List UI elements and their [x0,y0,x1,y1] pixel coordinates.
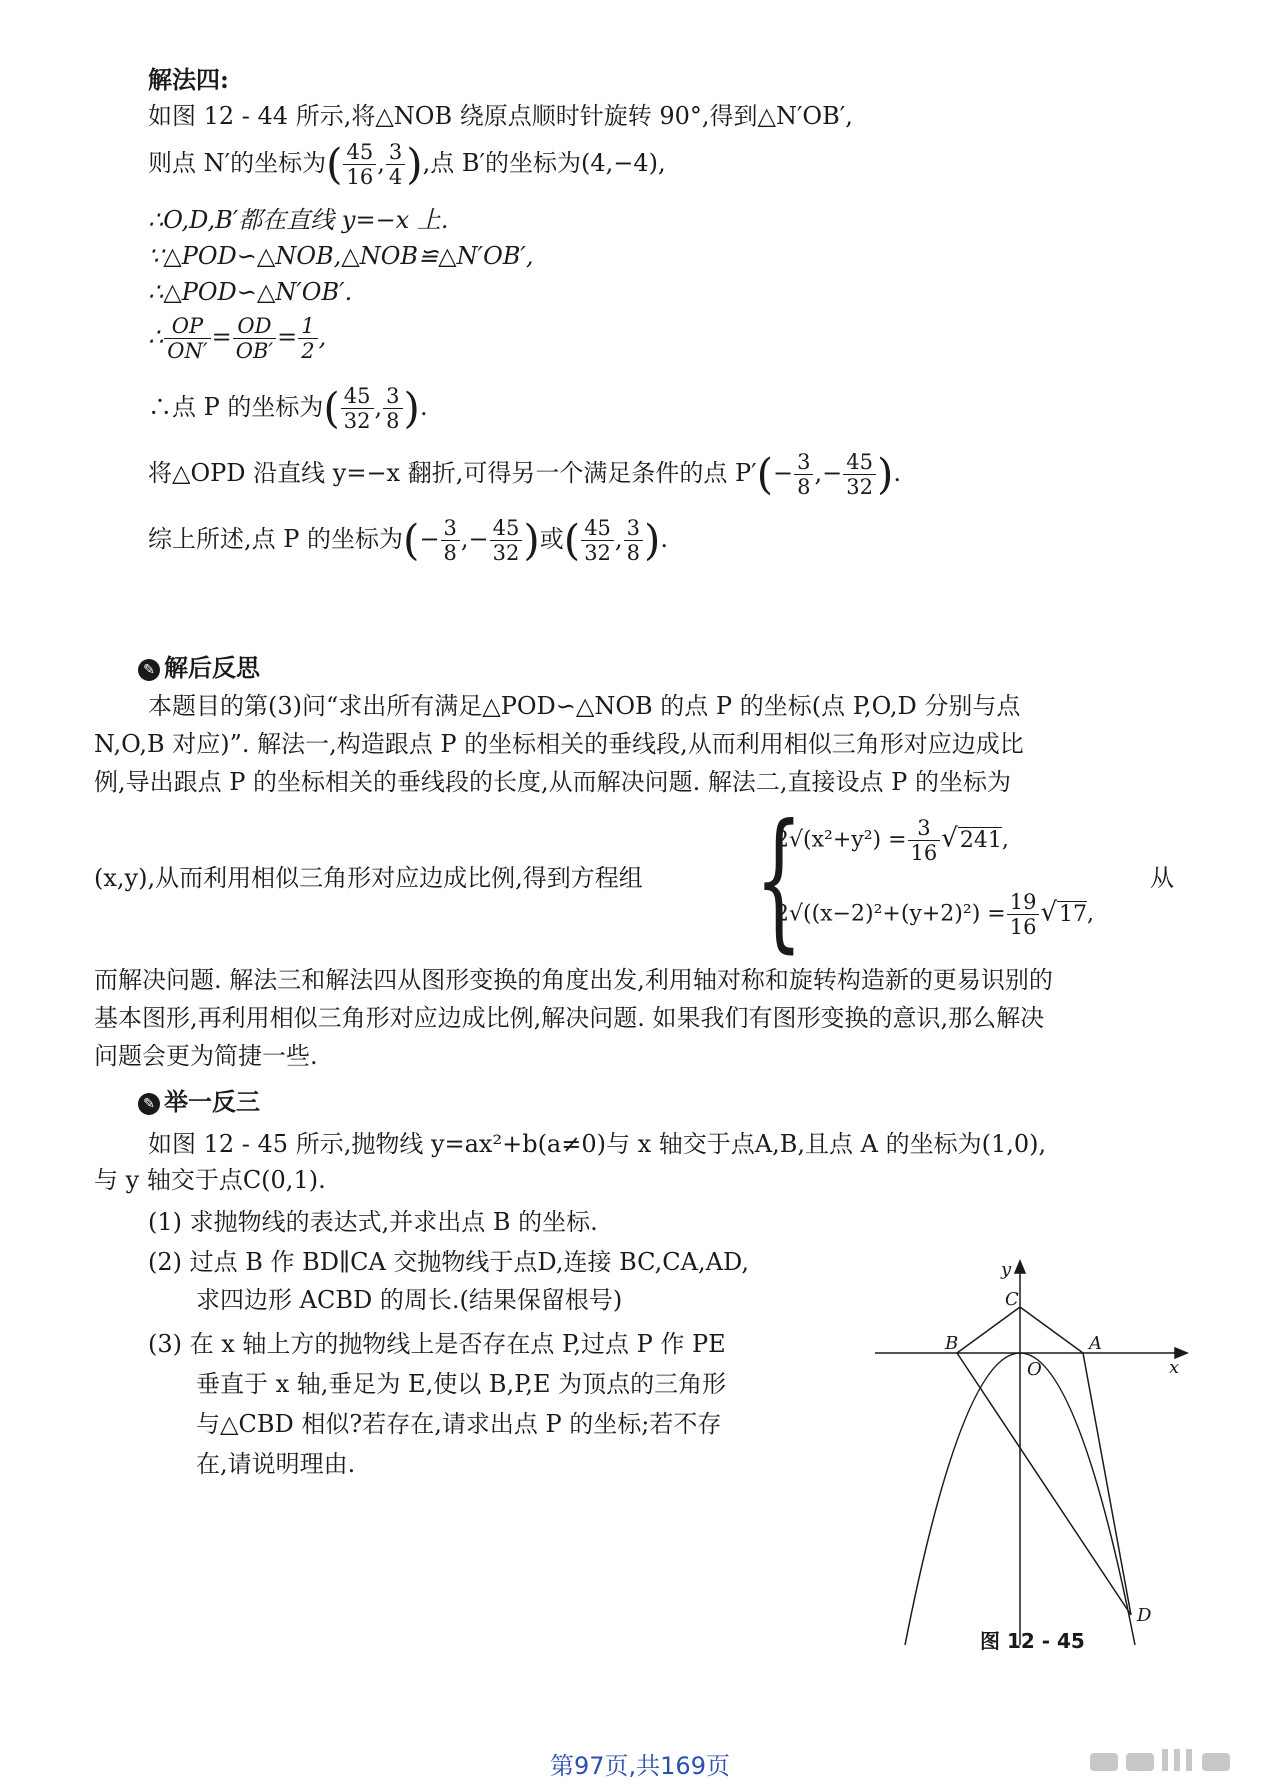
label-A: A [1089,1333,1102,1354]
label-y: y [1001,1259,1012,1280]
reflection-line-4: (x,y),从而利用相似三角形对应边成比例,得到方程组 [94,864,643,892]
label-B: B [945,1333,959,1354]
method4-line-2: 则点 N′的坐标为( $\frac{45}{16}$ , $\frac{3}{4}$ ),点 B′的坐标为(4,−4), [148,139,666,189]
subquestion-3a: (3) 在 x 轴上方的抛物线上是否存在点 P,过点 P 作 PE [148,1330,726,1358]
label-x: x [1169,1357,1180,1378]
y-axis-arrow [1015,1261,1025,1273]
pen-icon: ✎ [138,1093,160,1115]
figure-12-45 [865,1245,1195,1645]
subquestion-2a: (2) 过点 B 作 BD∥CA 交抛物线于点D,连接 BC,CA,AD, [148,1248,749,1276]
equation-system [755,793,1175,967]
page-indicator: 第97页,共169页 [550,1752,730,1780]
method4-line-5: ∴△POD∽△N′OB′. [148,278,353,306]
method4-line-7: ∴点 P 的坐标为( $\frac{45}{32}$ , $\frac{3}{8}$ ). [148,383,428,433]
toolbar-icons [1090,1743,1250,1775]
method4-line-9: 综上所述,点 P 的坐标为(− $\frac{3}{8}$ ,− $\frac{45}{32}$ )或( $\frac{45}{32}$ , $\frac{3}{8}$ ). [148,515,668,565]
reflection-line-1: 本题目的第(3)问“求出所有满足△POD∽△NOB 的点 P 的坐标(点 P,O,D 分别与点 [148,692,1021,720]
label-D: D [1137,1605,1152,1626]
label-O: O [1027,1359,1042,1380]
subquestion-3b: 垂直于 x 轴,垂足为 E,使以 B,P,E 为顶点的三角形 [196,1370,727,1398]
method4-line-6: ∴ $\frac{OP}{ON'}$ = $\frac{OD}{OB'}$ = $\frac{1}{2}$ , [148,314,327,363]
reflection-line-3: 例,导出跟点 P 的坐标相关的垂线段的长度,从而解决问题. 解法二,直接设点 P 的坐标为 [94,768,1011,796]
segment-AD [1083,1353,1131,1615]
window-icon [1126,1753,1154,1771]
method4-line-1: 如图 12 - 44 所示,将△NOB 绕原点顺时针旋转 90°,得到△N′OB′, [148,102,853,130]
reflection-line-7: 问题会更为简捷一些. [94,1042,318,1070]
label-C: C [1005,1289,1019,1310]
reflection-line-4-end: 从 [1150,864,1174,892]
method4-line-4: ∵△POD∽△NOB,△NOB≌△N′OB′, [148,242,534,270]
equation-2: 2√((x−2)²+(y+2)²) = $\frac{19}{16}$ √17, [775,890,1095,939]
subquestion-2b: 求四边形 ACBD 的周长.(结果保留根号) [196,1286,623,1314]
reflection-line-5: 而解决问题. 解法三和解法四从图形变换的角度出发,利用轴对称和旋转构造新的更易识别的 [94,966,1053,994]
practice-line-1: 如图 12 - 45 所示,抛物线 y=ax²+b(a≠0)与 x 轴交于点A,B,且点 A 的坐标为(1,0), [148,1130,1047,1158]
figure-caption: 图 12 - 45 [980,1629,1085,1653]
subquestion-1: (1) 求抛物线的表达式,并求出点 B 的坐标. [148,1208,598,1236]
method4-line-8: 将△OPD 沿直线 y=−x 翻折,可得另一个满足条件的点 P′(− $\frac{3}{8}$ ,− $\frac{45}{32}$ ). [148,449,901,499]
reflection-line-6: 基本图形,再利用相似三角形对应边成比例,解决问题. 如果我们有图形变换的意识,那么解决 [94,1004,1045,1032]
reflection-heading: ✎ 解后反思 [138,652,260,684]
segment-BC [957,1307,1020,1353]
window-icon [1202,1753,1230,1771]
reflection-line-2: N,O,B 对应)”. 解法一,构造跟点 P 的坐标相关的垂线段,从而利用相似三角形对应边成比 [94,730,1024,758]
segment-BD [957,1353,1131,1615]
practice-line-2: 与 y 轴交于点C(0,1). [94,1166,326,1194]
practice-heading: ✎ 举一反三 [138,1086,260,1118]
bar-icon [1186,1749,1192,1771]
segment-CA [1020,1307,1083,1353]
equation-1: 2√(x²+y²) = $\frac{3}{16}$ √241, [775,816,1009,865]
method4-line-3: ∴O,D,B′都在直线 y=−x 上. [148,206,449,234]
bar-icon [1174,1749,1180,1771]
method4-title: 解法四: [148,65,229,94]
pen-icon: ✎ [138,659,160,681]
subquestion-3c: 与△CBD 相似?若存在,请求出点 P 的坐标;若不存 [196,1410,722,1438]
window-icon [1090,1753,1118,1771]
bar-icon [1162,1749,1168,1771]
brace: { [755,793,803,967]
subquestion-3d: 在,请说明理由. [196,1450,356,1478]
